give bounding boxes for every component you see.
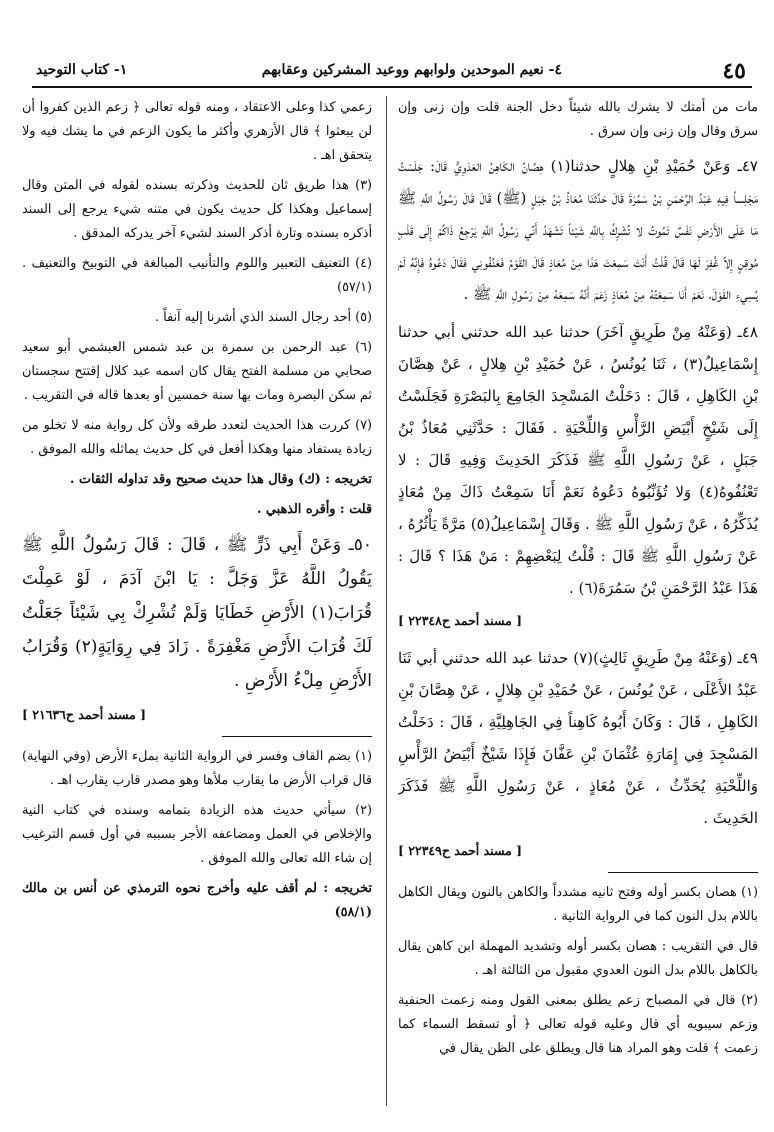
footnote-5: (٥) أحد رجال السند الذي أشرنا إليه آنفاً . [154, 310, 372, 325]
page-header [32, 56, 752, 88]
footnote-6: (٦) عبد الرحمن بن سمرة بن عبد شمس العبشمي أبو سعيد صحابي من مسلمة الفتح يقال كان اسمه عبد كلال إقتتح سجستان ثم سكن البصرة ومات بها سنة خمسين أو بعدها قاله في التقريب . [22, 340, 372, 403]
footnote-separator [608, 872, 758, 873]
footnote-2: (٢) قال في المصباح زعم يطلق بمعنى القول ومنه زعمت الحنفية وزعم سيبويه أي قال وعليه قوله تعالى ﴿ أو تسقط السماء كما زعمت ﴾ قلت وهو المراد هنا قال ويطلق على الظن يقال في [398, 993, 758, 1056]
takhrij-note: تخريجه : (ك) وقال هذا حديث صحيح وقد تداوله الثقات . [70, 472, 372, 487]
source-ref-50: [ مسند أحمد ح٢١٦٣٦ ] [22, 707, 147, 722]
column-divider [386, 96, 387, 1106]
source-ref-49: [ مسند أحمد ح٢٢٣٤٩ ] [398, 843, 523, 858]
hadith-48: ٤٨ـ (وَعَنْهُ مِنْ طَرِيقٍ آخَرَ) حدثنا عبد الله حدثني أبي حدثنا إِسْمَاعِيلُ(٣) ، ثَنَا يُونُسُ ، عَنْ حُمَيْدِ بْنِ هِلالٍ ، عَنْ هِصَّانَ بْنِ الكَاهِلِ ، قَالَ : دَخَلْتُ المَسْجِدَ الجَامِعَ بِالبَصْرَةِ فَجَلَسْتُ إِلَى شَيْخٍ أَبْيَضِ الرَّأْسِ وَاللِّحْيَةِ . فَقَالَ : حَدَّثَنِي مُعَاذُ بْنُ جَبَلٍ ، عَنْ رَسُولِ اللَّهِ ﷺ فَذَكَرَ الحَدِيثَ وَفِيهِ قَالَ : لا تَعْنُفُوهُ(٤) وَلا تُؤَنِّبُوهُ دَعُوهُ نَعَمْ أَنَا سَمِعْتُ ذَاكَ مِنْ مُعَاذٍ يُذَكِّرُهُ ، عَنْ رَسُولِ اللَّهِ ﷺ . وَقَالَ إِسْمَاعِيلُ(٥) مَرَّةً يَأْثُرُهُ ، عَنْ رَسُولِ اللَّهِ ﷺ قَالَ : قُلْتُ لِبَعْضِهِمْ : مَنْ هَذَا ؟ قَالَ : هَذَا عَبْدُ الرَّحْمَنِ بْنُ سَمُرَةَ(٦) . [398, 323, 758, 597]
hadith-47: ٤٧ـ وَعَنْ حُمَيْدِ بْنِ هِلالٍ حدثنا(١) هِصَّانُ الكَاهِنُ العَدَوِيُّ قَالَ: جَلَسْتُ مَجْلِساً فِيهِ عَبْدُ الرَّحْمَنِ بْنُ سَمُرَةَ قَالَ حَدَّثَنَا مُعَاذُ بْنُ جَبَلٍ (ﷺ) قَالَ قَالَ رَسُولُ اللَّهِ ﷺ مَا عَلَى الأَرْضِ نَفْسٌ تَمُوتُ لا تُشْرِكُ بِاللَّهِ شَيْئاً تَشْهَدُ أَنِّي رَسُولُ اللَّهِ يَرْجِعُ ذَاكُمْ إِلَى قَلْبٍ مُوقِنٍ إِلاَّ غُفِرَ لَهَا قَالَ قُلْتُ أَنْتَ سَمِعْتَ هَذَا مِنْ مُعَاذٍ قَالَ القَوْمُ فَعَنَّفُونِي فَقَالَ دَعُوهُ فَإِنَّهُ لَمْ يُسِيءِ القَوْلَ، نَعَمْ أَنَا سَمِعْتُهُ مِنْ مُعَاذٍ زَعَمَ أَنَّهُ سَمِعَهُ مِنْ رَسُولِ اللَّهِ ﷺ . [398, 157, 758, 303]
right-column [398, 96, 758, 1067]
paragraph-continued: مات من أمتك لا يشرك بالله شيئاً دخل الجنة قلت وإن زنى وإن سرق وقال وإن زنى وإن سرق . [398, 100, 758, 139]
footnote-7: (٧) كررت هذا الحديث لتعدد طرقه ولأن كل رواية منه لا تخلو من زيادة يستفاد منها وهكذا أفعل في كل حديث يماثله والله الموفق . [22, 418, 372, 457]
footnote-50-1: (١) بضم القاف وفسر في الرواية الثانية بملء الأرض (وفي النهاية) قال قراب الأرض ما يقارب ملأها وهو مصدر قارب يقارب اهـ . [22, 749, 372, 788]
chapter-title: ٤- نعيم الموحدين ولوابهم ووعيد المشركين وعقابهم [261, 62, 562, 78]
hadith-50: ٥٠ـ وَعَنْ أَبِي ذَرٍّ ﷺ ، قَالَ : قَالَ رَسُولُ اللَّهِ ﷺ يَقُولُ اللَّهُ عَزَّ وَجَلَّ : يَا ابْنَ آدَمَ ، لَوْ عَمِلْتَ قُرَابَ(١) الأَرْضِ خَطَايَا وَلَمْ تُشْرِكْ بِي شَيْئاً جَعَلْتُ لَكَ قُرَابَ الأَرْضِ مَغْفِرَةً . زَادَ فِي رِوَايَةٍ(٢) وَقُرَابُ الأَرْضِ مِلْءُ الأَرْضِ . [22, 535, 372, 691]
qult-note: قلت : وأقره الذهبي . [257, 502, 372, 517]
page-number: ٤٥ [722, 58, 746, 84]
footnote-4: (٤) التعنيف التعبير واللوم والتأنيب المبالغة في التوبيخ والتعنيف . (٥٧/١) [22, 256, 372, 295]
footnote-1: (١) هصان بكسر أوله وفتح ثانيه مشدداً والكاهن بالنون ويقال الكاهل باللام بدل النون كما في الرواية الثانية . [398, 885, 758, 924]
takhrij-note-2: تخريجه : لم أقف عليه وأخرج نحوه الترمذي عن أنس بن مالك (٥٨/١) [22, 881, 372, 920]
source-ref-48: [ مسند أحمد ح٢٢٣٤٨ ] [398, 613, 523, 628]
footnote-50-2: (٢) سيأتي حديث هذه الزيادة بتمامه وسنده في كتاب النية والإخلاص في العمل ومضاعفه الأجر بسببه في أول قسم الترغيب إن شاء الله تعالى والله الموفق . [22, 803, 372, 866]
footnote-1-taqrib: قال في التقريب : هصان بكسر أوله وتشديد المهملة ابن كاهن يقال بالكاهل باللام بدل النون العدوي مقبول من الثالثة اهـ . [398, 939, 758, 978]
hadith-49: ٤٩ـ (وَعَنْهُ مِنْ طَرِيقٍ ثَالِثٍ)(٧) حدثنا عبد الله حدثني أبي ثَنَا عَبْدُ الأَعْلَى ، عَنْ يُونُسَ ، عَنْ حُمَيْدِ بْنِ هِلالٍ ، عَنْ هِصَّانَ بْنِ الكَاهِلِ ، قَالَ : وَكَانَ أَبُوهُ كَاهِناً فِي الجَاهِلِيَّةِ ، قَالَ : دَخَلْتُ المَسْجِدَ فِي إِمَارَةِ عُثْمَانَ بْنِ عَفَّانَ فَإِذَا شَيْخٌ أَبْيَضُ الرَّأْسِ وَاللِّحْيَةِ يُحَدِّثُ ، عَنْ مُعَاذٍ ، عَنْ رَسُولِ اللَّهِ ﷺ فَذَكَرَ الحَدِيثَ . [398, 649, 758, 827]
left-column [22, 96, 372, 931]
book-title: ١- كتاب التوحيد [36, 62, 128, 78]
footnote-2-continued: زعمي كذا وعلى الاعتقاد ، ومنه قوله تعالى ﴿ زعم الذين كفروا أن لن يبعثوا ﴾ قال الأزهري وأكثر ما يكون الزعم في ما يشك فيه ولا يتحقق اهـ . [22, 100, 372, 163]
footnote-3: (٣) هذا طريق ثان للحديث وذكرته بسنده لقوله في المتن وقال إسماعيل وهكذا كل حديث يكون في متنه شيء يرجع إلى السند أذكره بسنده وتارة أذكر السند لشيء آخر يدركه المدقق . [22, 178, 372, 241]
footnote-separator-left [222, 736, 372, 737]
